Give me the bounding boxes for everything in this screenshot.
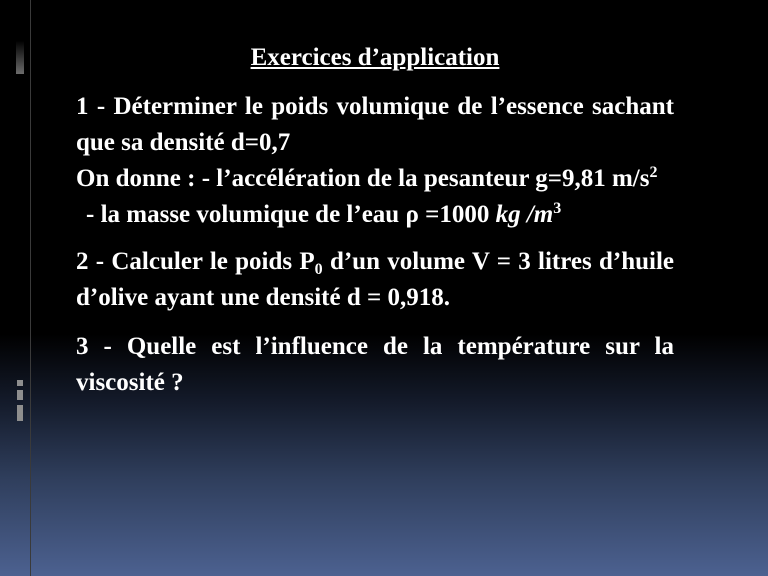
exercise-3: [76, 329, 674, 401]
unit-text: kg /m: [495, 201, 554, 228]
exercise-3-text: 3 - Quelle est l’influence de la température sur la viscosité ?: [76, 333, 674, 396]
exercise-2-text-a: 2 - Calculer le poids P: [76, 248, 315, 275]
decoration-square: [17, 390, 23, 400]
slide-content: [76, 40, 674, 401]
decoration-top-stripe: [16, 0, 24, 74]
slide-title: Exercices d’application: [250, 44, 500, 71]
decoration-square: [17, 380, 23, 386]
exercise-1-statement: 1 - Déterminer le poids volumique de l’essence sachant que sa densité d=0,7: [76, 93, 674, 156]
exercise-2-text-b: d’un volume V = 3 litres d’huile d’olive ayant une densité d = 0,918.: [76, 248, 674, 311]
exponent: 2: [649, 164, 658, 181]
exponent: 3: [553, 200, 562, 217]
exercise-1: [76, 89, 674, 233]
exercise-2: [76, 244, 674, 316]
left-decoration-bar: [0, 0, 30, 576]
decoration-square: [17, 405, 23, 421]
subscript: 0: [314, 261, 323, 278]
exercise-1-density-line: - la masse volumique de l’eau ρ =1000: [86, 201, 496, 228]
exercise-1-given: On donne : - l’accélération de la pesanteur g=9,81 m/s: [76, 165, 650, 192]
